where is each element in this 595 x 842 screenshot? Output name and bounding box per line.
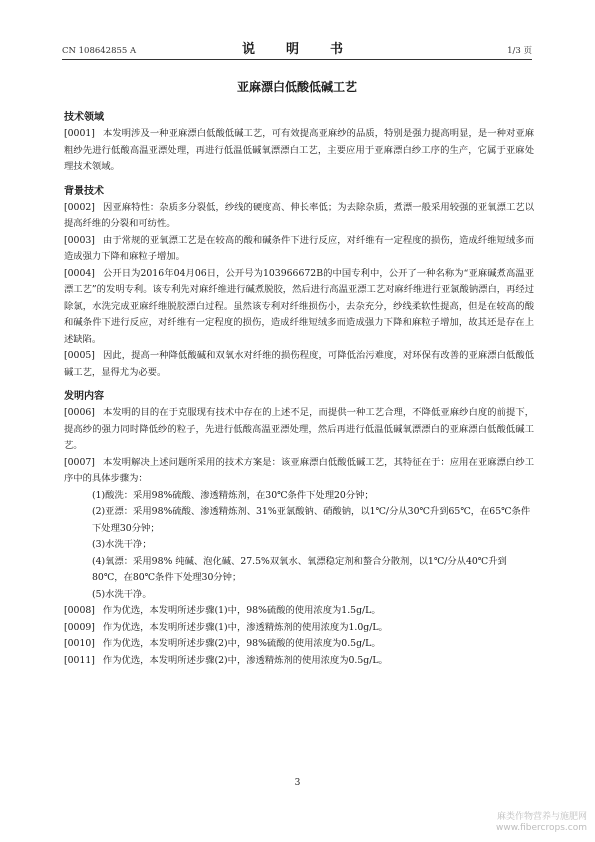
page-header — [62, 36, 532, 60]
paragraph-number: [0011] — [64, 654, 95, 666]
process-step: (2)亚漂：采用98%硫酸、渗透精炼剂、31%亚氯酸钠、硝酸钠，以1℃/分从30℃升到65℃，在65℃条件下处理30分钟； — [92, 506, 531, 534]
paragraph — [64, 455, 534, 488]
paragraph — [64, 200, 534, 233]
paragraph-text: 作为优选，本发明所述步骤(2)中，渗透精炼剂的使用浓度为0.5g/L。 — [102, 654, 388, 666]
paragraph-text: 本发明解决上述问题所采用的技术方案是：该亚麻漂白低酸低碱工艺，其特征在于：应用在亚麻漂白纱工序中的具体步骤为： — [64, 456, 534, 484]
paragraph-number: [0005] — [64, 350, 95, 361]
page-number: 3 — [294, 778, 301, 788]
paragraph-text: 公开日为2016年04月06日，公开号为103966672B的中国专利中，公开了一种名称为“亚麻碱煮高温亚漂工艺”的发明专利。该专利先对麻纤维进行碱煮脱胶，然后进行高温亚漂工艺对麻纤维进行亚氯酸钠漂白，再经过除氯，水洗完成亚麻纤维脱胶漂白过程。虽然该专利对纤维损伤小，去杂充分，纱线柔软性提高，但是在较高的酸和碱条件下进行反应，对纤维有一定程度的损伤，造成纤维短绒多而造成强力下降和麻粒子增加，故其还是存在上述缺陷。 — [64, 267, 534, 345]
process-step: (4)氧漂：采用98% 纯碱、泡化碱、27.5%双氧水、氧漂稳定剂和螯合分散剂，以1℃/分从40℃升到80℃，在80℃条件下处理30分钟； — [92, 555, 507, 583]
paragraph-number: [0003] — [64, 234, 95, 246]
watermark — [496, 812, 587, 834]
process-step: (1)酸洗：采用98%硫酸、渗透精炼剂，在30℃条件下处理20分钟； — [92, 489, 374, 501]
paragraph-number: [0001] — [64, 128, 95, 139]
process-step: (5)水洗干净。 — [92, 588, 152, 600]
section-heading: 技术领域 — [64, 112, 104, 123]
watermark-line: www.fibercrops.com — [496, 823, 587, 833]
paragraph — [64, 348, 534, 381]
paragraph-text: 作为优选，本发明所述步骤(2)中，98%硫酸的使用浓度为0.5g/L。 — [102, 638, 381, 649]
paragraph-number: [0007] — [64, 456, 95, 468]
paragraph — [64, 126, 534, 176]
header-rule — [62, 59, 532, 60]
doc-type: 说 明 书 — [241, 42, 352, 57]
paragraph-number: [0009] — [64, 621, 95, 633]
paragraph-text: 因此，提高一种降低酸碱和双氧水对纤维的损伤程度，可降低治污难度，对环保有改善的亚麻漂白低酸低碱工艺，显得尤为必要。 — [64, 350, 534, 378]
paragraph-number: [0010] — [64, 638, 95, 649]
paragraph-text: 作为优选，本发明所述步骤(1)中，98%硫酸的使用浓度为1.5g/L。 — [102, 605, 381, 616]
paragraph — [64, 266, 534, 349]
paragraph — [64, 603, 534, 620]
paragraph — [64, 653, 534, 670]
section-heading: 背景技术 — [64, 185, 104, 197]
paragraph-text: 本发明涉及一种亚麻漂白低酸低碱工艺，可有效提高亚麻纱的品质，特别是强力提高明显，是一种对亚麻粗纱先进行低酸高温亚漂处理，再进行低温低碱氧漂漂白工艺，主要应用于亚麻漂白纱工序的生产，它属于亚麻处理技术领域。 — [64, 128, 534, 172]
watermark-line: 麻类作物营养与施肥网 — [496, 812, 587, 822]
document-body — [64, 110, 534, 669]
paragraph-text: 作为优选，本发明所述步骤(1)中，渗透精炼剂的使用浓度为1.0g/L。 — [102, 621, 388, 633]
paragraph-text: 因亚麻特性：杂质多分裂低，纱线的硬度高、伸长率低；为去除杂质，煮漂一般采用较强的亚氧漂工艺以提高纤维的分裂和可纺性。 — [64, 201, 534, 229]
paragraph-number: [0008] — [64, 605, 95, 616]
process-step: (3)水洗干净； — [92, 539, 152, 550]
page-info: 1/3 页 — [507, 46, 532, 56]
paragraph — [64, 233, 534, 266]
paragraph-number: [0004] — [64, 267, 95, 279]
paragraph — [64, 620, 534, 637]
doc-number: CN 108642855 A — [62, 46, 137, 56]
document-title: 亚麻漂白低酸低碱工艺 — [236, 80, 357, 94]
paragraph-number: [0002] — [64, 201, 95, 213]
paragraph-number: [0006] — [64, 407, 95, 418]
paragraph — [64, 636, 534, 653]
paragraph — [64, 405, 534, 455]
paragraph-text: 本发明的目的在于克服现有技术中存在的上述不足，而提供一种工艺合理，不降低亚麻纱白度的前提下，提高纱的强力同时降低纱的粒子，先进行低酸高温亚漂处理，然后再进行低温低碱氧漂漂白的亚麻漂白低酸低碱工艺。 — [64, 407, 534, 451]
paragraph-text: 由于常规的亚氧漂工艺是在较高的酸和碱条件下进行反应，对纤维有一定程度的损伤，造成纤维短绒多而造成强力下降和麻粒子增加。 — [64, 234, 534, 262]
section-heading: 发明内容 — [64, 391, 104, 402]
